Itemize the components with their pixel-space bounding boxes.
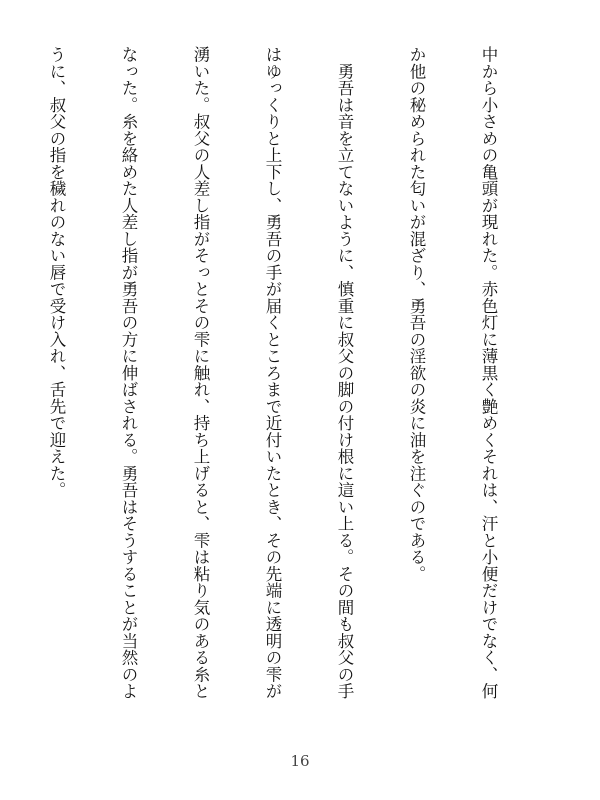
text-line: なった。糸を絡めた人差し指が勇吾の方に伸ばされる。勇吾はそうすることが当然のよ [119, 46, 138, 700]
text-line [0, 46, 2, 726]
text-line: 湧いた。叔父の人差し指がそっとその雫に触れ、持ち上げると、雫は粘り気のある糸と [191, 46, 210, 700]
text-line: か他の秘められた匂いが混ざり、勇吾の淫欲の炎に油を注ぐのである。 [407, 46, 426, 582]
text-line: 勇吾は音を立てないように、慎重に叔父の脚の付け根に這い上る。その間も叔父の手 [335, 46, 354, 700]
text-line: 中から小さめの亀頭が現れた。赤色灯に薄黒く艶めくそれは、汗と小便だけでなく、何 [479, 46, 498, 700]
text-line: はゆっくりと上下し、勇吾の手が届くところまで近付いたとき、その先端に透明の雫が [263, 46, 282, 700]
text-line: うに、叔父の指を穢れのない唇で受け入れ、舌先で迎えた。 [47, 46, 66, 499]
vertical-text-body [47, 46, 542, 726]
page-number: 16 [290, 752, 310, 770]
